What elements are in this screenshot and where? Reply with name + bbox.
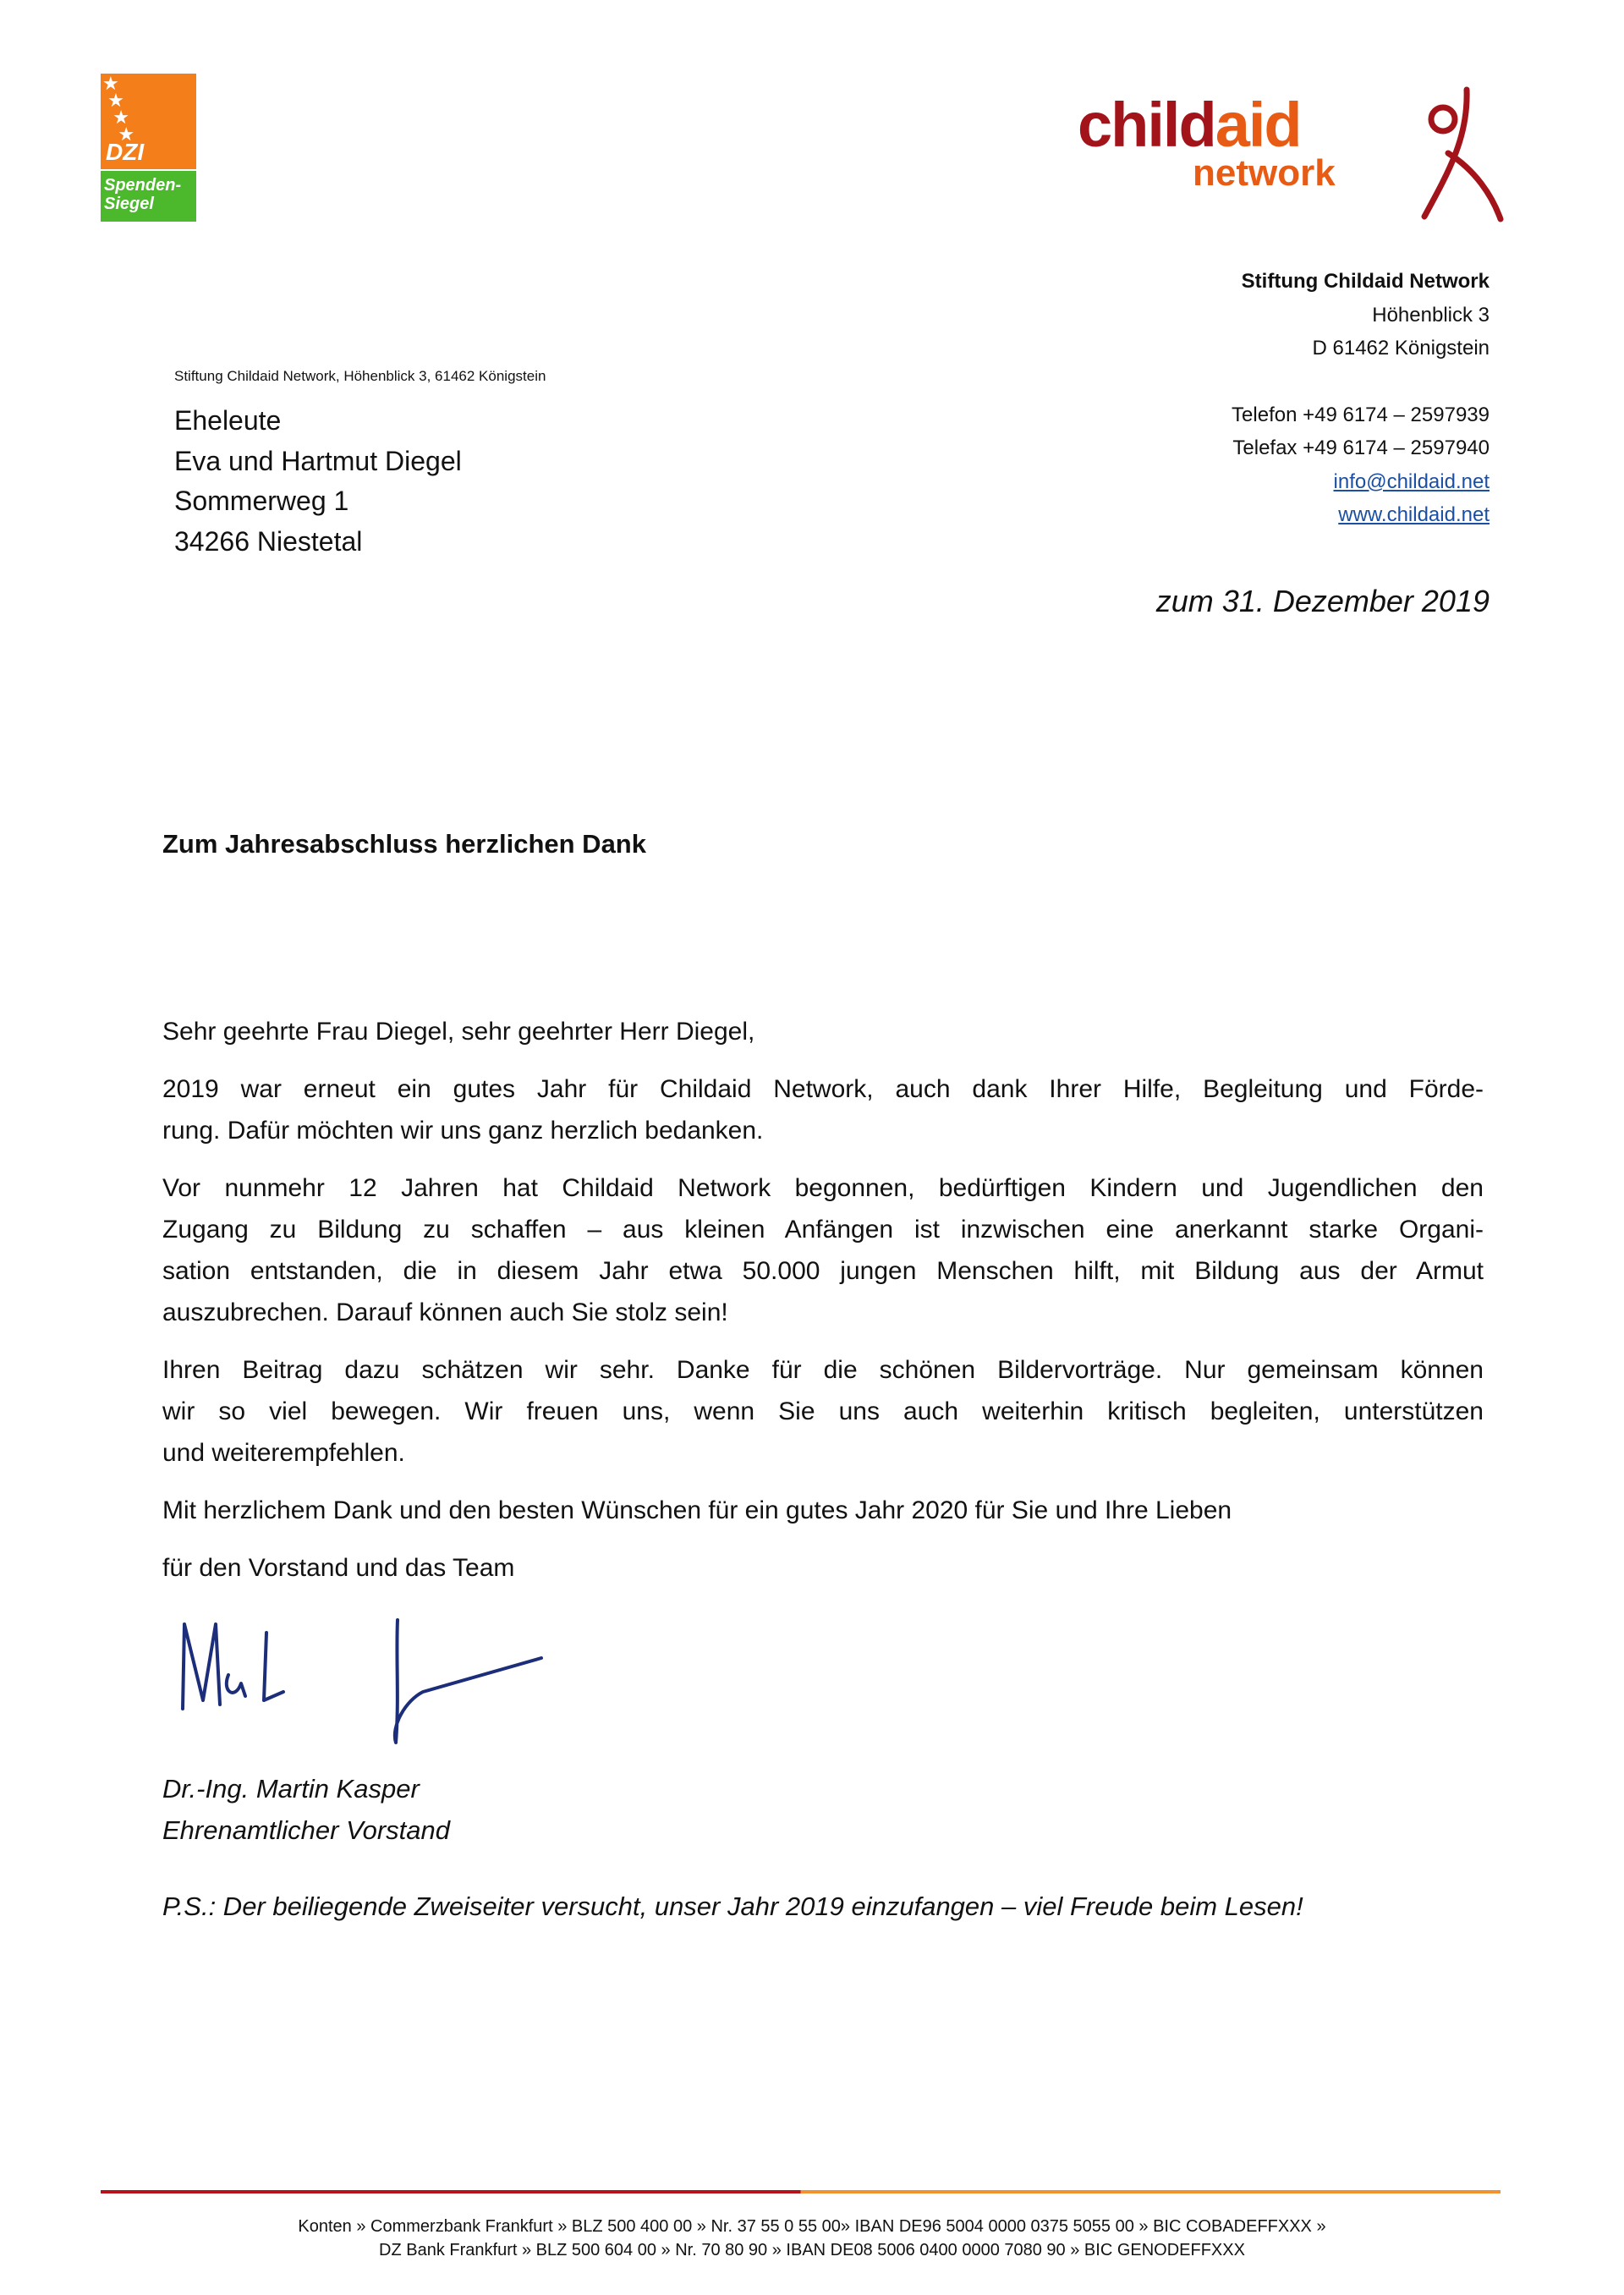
postscript: P.S.: Der beiliegende Zweiseiter versucht, unser Jahr 2019 einzufangen – viel Freude beim Lesen! xyxy=(162,1891,1303,1921)
email-link[interactable]: info@childaid.net xyxy=(1333,469,1490,493)
greeting: Sehr geehrte Frau Diegel, sehr geehrter Herr Diegel, xyxy=(162,1018,755,1046)
paragraph-line: auszubrechen. Darauf können auch Sie stolz sein! xyxy=(162,1298,728,1326)
subject-line: Zum Jahresabschluss herzlichen Dank xyxy=(162,829,646,859)
sender-block: Stiftung Childaid Network Höhenblick 3 D 61462 Königstein Telefon +49 6174 – 2597939 Telefax +49 6174 – 2597940 info@childaid.net www.childaid.net xyxy=(1232,270,1490,526)
bank-details-footer: Konten » Commerzbank Frankfurt » BLZ 500 400 00 » Nr. 37 55 0 55 00» IBAN DE96 5004 0000 0375 5055 00 » BIC COBADEFFXXX » DZ Bank Frankfurt » BLZ 500 604 00 » Nr. 70 80 90 » IBAN DE08 5006 0400 0000 7080 90 » BIC GENODEFFXXX xyxy=(298,2217,1326,2259)
recipient-address: Eheleute Eva und Hartmut Diegel Sommerweg 1 34266 Niestetal xyxy=(174,405,462,557)
team-line: für den Vorstand und das Team xyxy=(162,1554,515,1582)
signatory: Dr.-Ing. Martin Kasper Ehrenamtlicher Vorstand xyxy=(162,1774,451,1845)
paragraph-line: rung. Dafür möchten wir uns ganz herzlich bedanken. xyxy=(162,1117,764,1145)
return-address: Stiftung Childaid Network, Höhenblick 3, 61462 Königstein xyxy=(174,368,546,384)
website-link[interactable]: www.childaid.net xyxy=(1338,503,1490,526)
footer-divider xyxy=(101,2190,1501,2193)
handwritten-signature xyxy=(169,1607,558,1751)
paragraph-line: wir so viel bewegen. Wir freuen uns, wenn Sie uns auch weiterhin kritisch begleiten, unterstützen xyxy=(162,1397,1484,1425)
childaid-network-logo: childaid network xyxy=(1078,85,1509,225)
paragraph-line: sation entstanden, die in diesem Jahr etwa 50.000 jungen Menschen hilft, mit Bildung aus der Armut xyxy=(162,1257,1484,1285)
paragraph-line: Zugang zu Bildung zu schaffen – aus kleinen Anfängen ist inzwischen eine anerkannt starke Organi- xyxy=(162,1216,1484,1244)
paragraph-line: 2019 war erneut ein gutes Jahr für Childaid Network, auch dank Ihrer Hilfe, Begleitung und Förde- xyxy=(162,1075,1484,1103)
childaid-figure-icon xyxy=(1416,85,1509,225)
paragraph-line: Vor nunmehr 12 Jahren hat Childaid Network begonnen, bedürftigen Kindern und Jugendlichen den xyxy=(162,1174,1484,1202)
paragraph-line: und weiterempfehlen. xyxy=(162,1439,405,1467)
closing: Mit herzlichem Dank und den besten Wünschen für ein gutes Jahr 2020 für Sie und Ihre Lieben xyxy=(162,1496,1232,1524)
letter-date: zum 31. Dezember 2019 xyxy=(1155,584,1490,618)
dzi-spendensiegel-logo: ★ ★ ★ ★ DZI Spenden-Siegel xyxy=(101,74,196,222)
letter-body xyxy=(162,1011,1484,1589)
paragraph-line: Ihren Beitrag dazu schätzen wir sehr. Danke für die schönen Bildervorträge. Nur gemeinsam können xyxy=(162,1356,1484,1384)
stars-icon: ★ ★ ★ ★ xyxy=(102,73,135,145)
